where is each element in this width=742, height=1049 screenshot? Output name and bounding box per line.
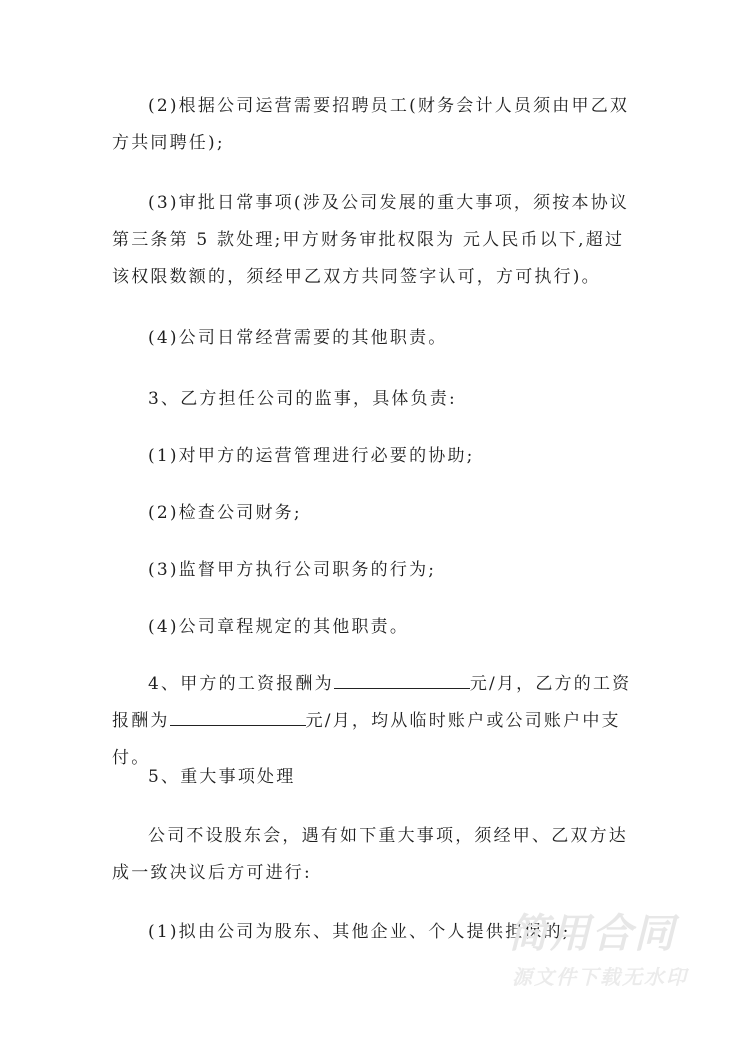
paragraph-major-matters-heading: 5、重大事项处理 (148, 767, 296, 787)
paragraph-approve-daily-matters: (3)审批日常事项(涉及公司发展的重大事项，须按本协议第三条第 5 款处理;甲方财务审批权限为 元人民币以下,超过该权限数额的，须经甲乙双方共同签字认可，方可执行)。 (112, 193, 630, 287)
paragraph-check-finance: (2)检查公司财务; (148, 503, 302, 523)
salary-party-a-blank[interactable] (334, 672, 470, 689)
salary-text-1: 4、甲方的工资报酬为 (148, 674, 334, 694)
salary-party-b-blank[interactable] (170, 709, 306, 726)
paragraph-assist-management: (1)对甲方的运营管理进行必要的协助; (148, 446, 475, 466)
paragraph-supervise-conduct: (3)监督甲方执行公司职务的行为; (148, 560, 437, 580)
paragraph-other-duties: (4)公司日常经营需要的其他职责。 (148, 328, 448, 348)
paragraph-supervisor-heading: 3、乙方担任公司的监事，具体负责: (148, 389, 457, 409)
paragraph-no-shareholders-meeting: 公司不设股东会，遇有如下重大事项，须经甲、乙双方达成一致决议后方可进行: (112, 826, 628, 883)
watermark-subtitle: 源文件下载无水印 (512, 965, 688, 989)
watermark-title: 简用合同 (508, 911, 676, 957)
paragraph-hire-staff: (2)根据公司运营需要招聘员工(财务会计人员须由甲乙双方共同聘任); (112, 96, 630, 153)
salary-text-3: 元/月，均从临时账户或公司账户中支付。 (112, 711, 621, 768)
paragraph-charter-duties: (4)公司章程规定的其他职责。 (148, 617, 410, 637)
salary-text-2: 元/月，乙方的工资报酬为 (112, 674, 632, 731)
paragraph-guarantee: (1)拟由公司为股东、其他企业、个人提供担保的; (148, 922, 571, 942)
